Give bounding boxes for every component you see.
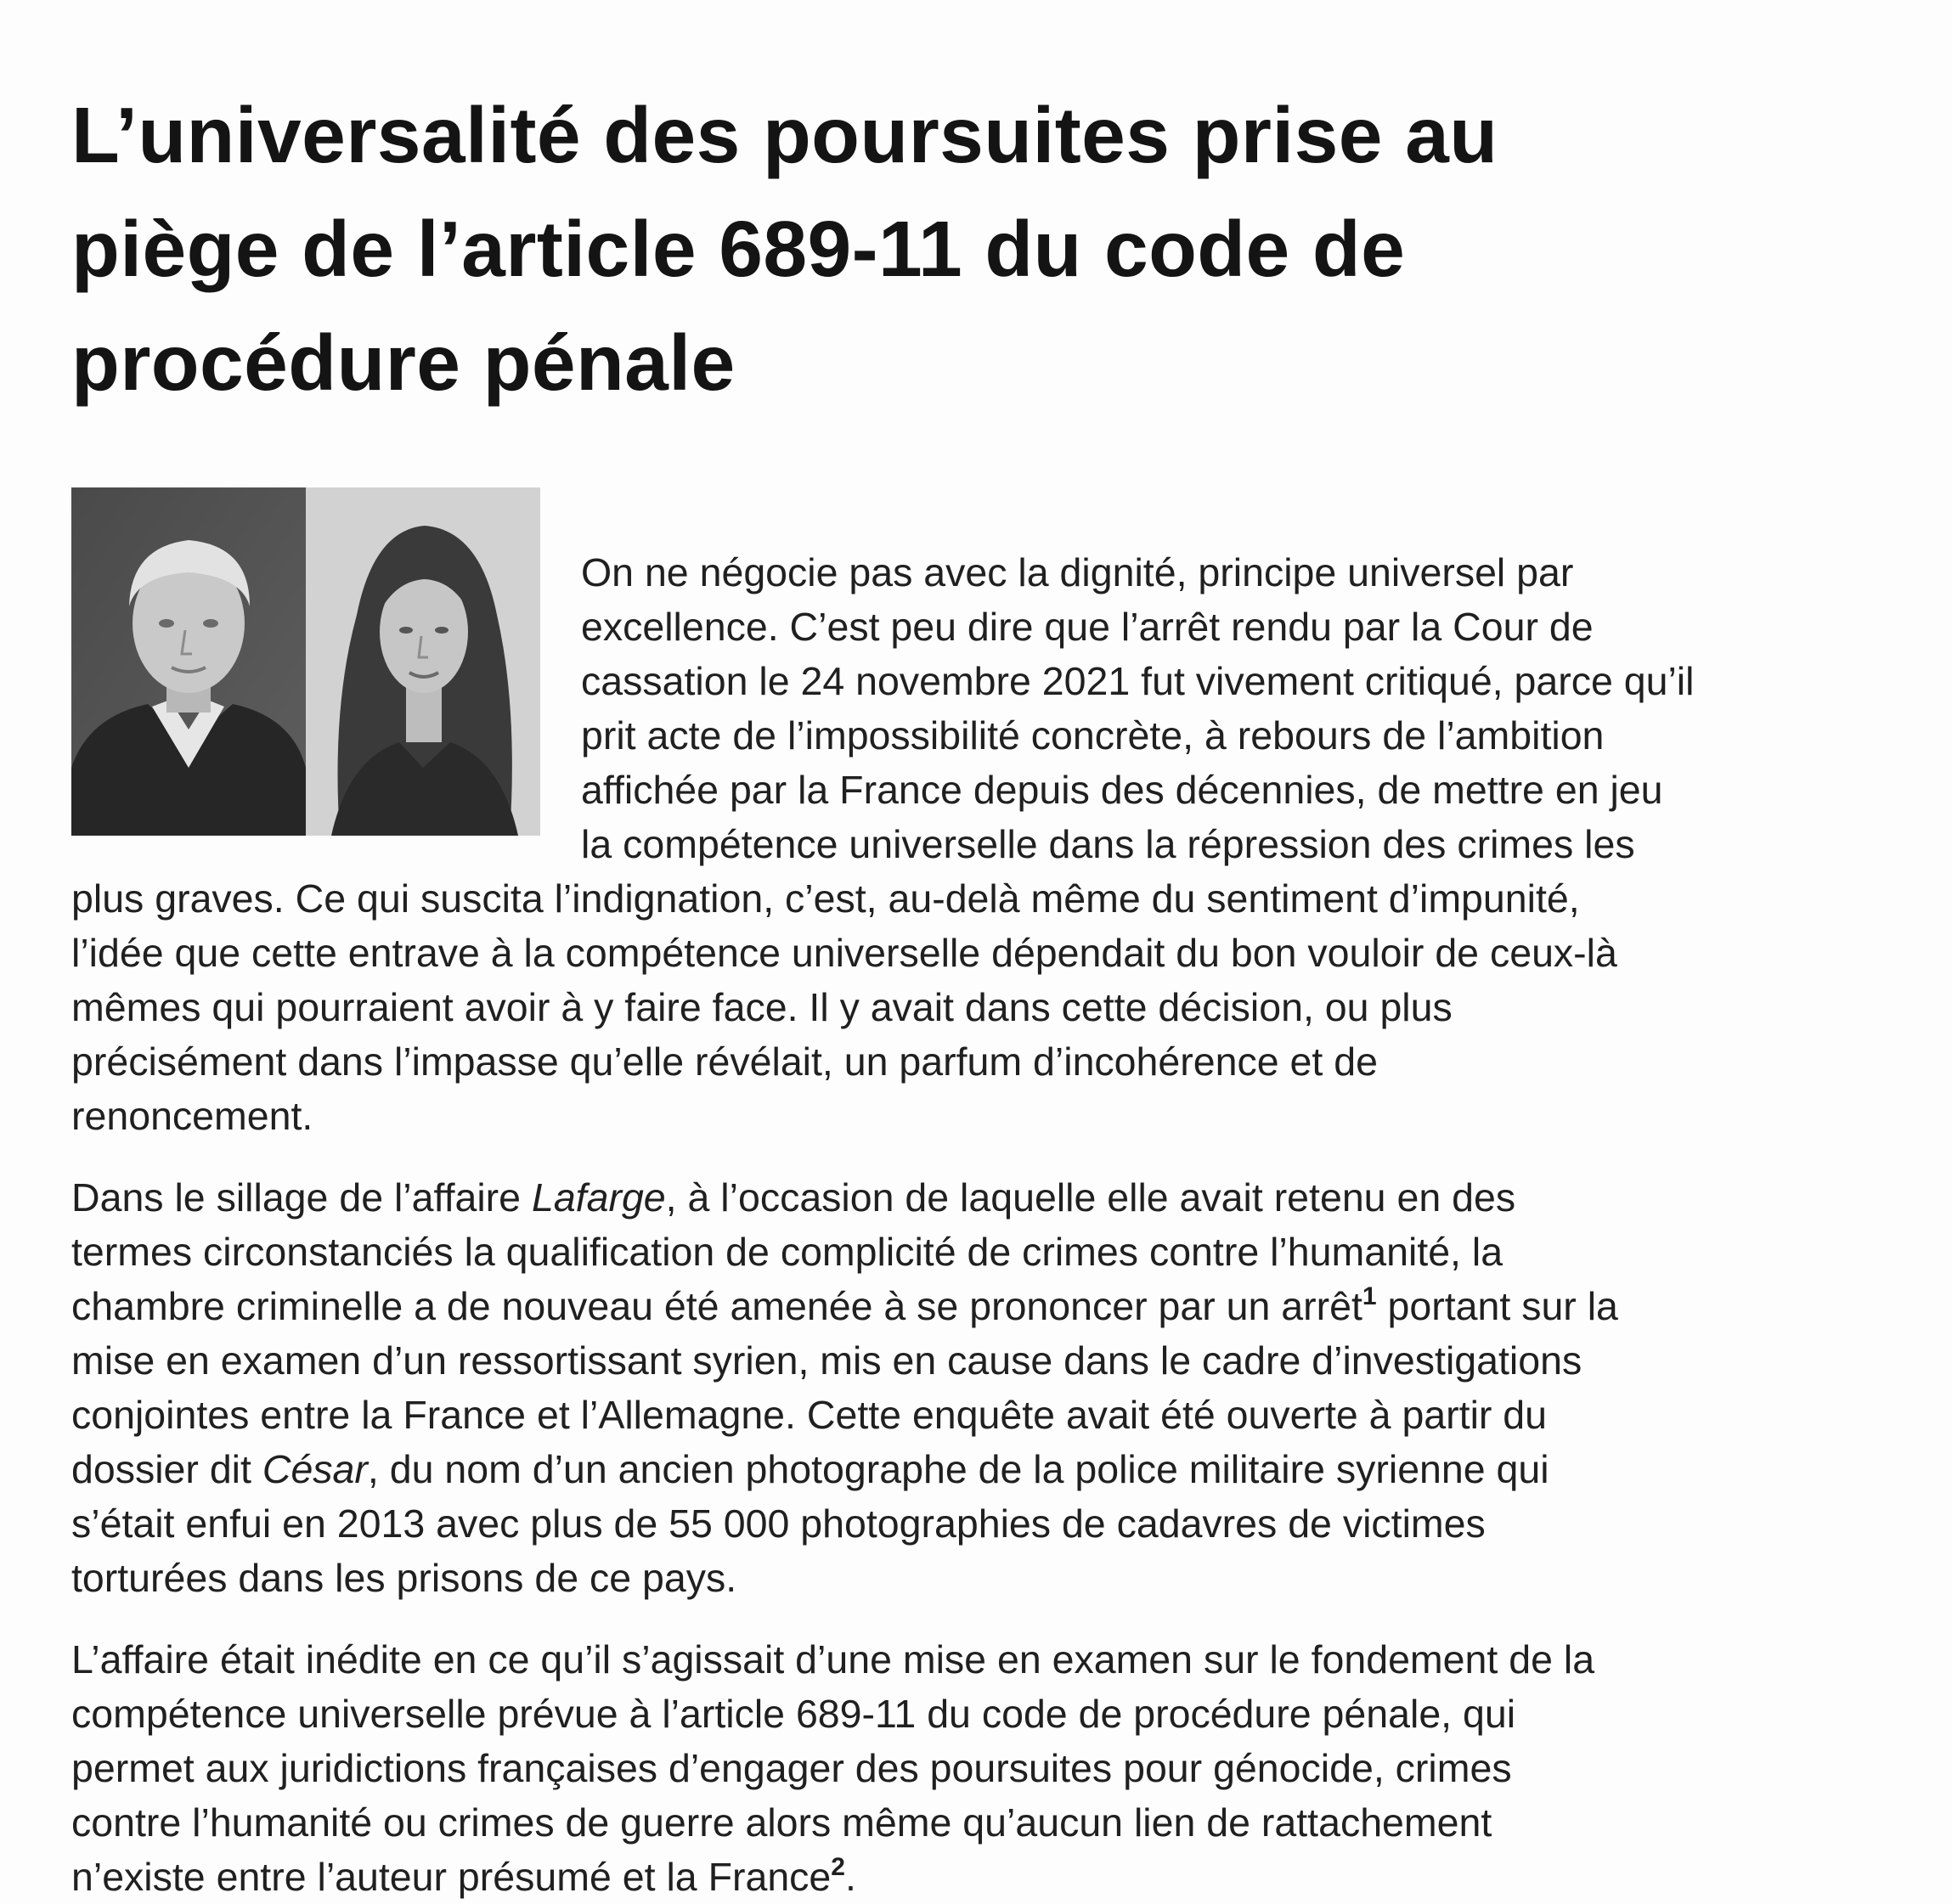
p2-line-1-text-end: , à l’occasion de laquelle elle avait retenu en des xyxy=(665,1175,1516,1220)
title-line-1: L’universalité des poursuites prise au xyxy=(71,91,1498,179)
title-line-2: piège de l’article 689-11 du code de xyxy=(71,205,1406,293)
p2-line-3-text-end: portant sur la xyxy=(1376,1284,1618,1328)
article-body xyxy=(71,487,1915,1904)
authors-photo xyxy=(71,487,540,836)
p1-line-3: cassation le 24 novembre 2021 fut vivement critiqué, parce qu’il xyxy=(581,659,1695,703)
p2-line-8: torturées dans les prisons de ce pays. xyxy=(71,1556,737,1600)
p1-line-7: plus graves. Ce qui suscita l’indignation, c’est, au-delà même du sentiment d’impunité, xyxy=(71,876,1580,921)
p1-line-9: mêmes qui pourraient avoir à y faire face. Il y avait dans cette décision, ou plus xyxy=(71,985,1453,1029)
paragraph-3 xyxy=(71,1632,1915,1904)
p1-line-11: renoncement. xyxy=(71,1094,313,1138)
footnote-ref-2[interactable]: 2 xyxy=(831,1853,845,1881)
p2-line-6-text-end: , du nom d’un ancien photographe de la police militaire syrienne qui xyxy=(367,1447,1549,1491)
p1-line-1: On ne négocie pas avec la dignité, principe universel par xyxy=(581,550,1574,594)
p3-line-5-text-end: . xyxy=(844,1855,856,1899)
footnote-ref-1[interactable]: 1 xyxy=(1362,1282,1377,1310)
p1-line-4: prit acte de l’impossibilité concrète, à rebours de l’ambition xyxy=(581,713,1605,758)
case-name-lafarge: Lafarge xyxy=(531,1175,666,1220)
portrait-man-icon xyxy=(71,487,306,836)
p2-line-1 xyxy=(71,1170,1915,1225)
paragraph-2 xyxy=(71,1170,1915,1605)
p1-line-6: la compétence universelle dans la répression des crimes les xyxy=(581,822,1635,866)
p1-line-8: l’idée que cette entrave à la compétence universelle dépendait du bon vouloir de ceux-là xyxy=(71,931,1617,975)
p2-line-5: conjointes entre la France et l’Allemagne. Cette enquête avait été ouverte à partir du xyxy=(71,1393,1548,1437)
title-line-3: procédure pénale xyxy=(71,318,736,407)
p3-line-5 xyxy=(71,1850,1915,1904)
p3-line-1: L’affaire était inédite en ce qu’il s’agissait d’une mise en examen sur le fondement de la xyxy=(71,1637,1595,1681)
p2-line-7: s’était enfui en 2013 avec plus de 55 000 photographies de cadavres de victimes xyxy=(71,1501,1486,1546)
p3-line-5-text: n’existe entre l’auteur présumé et la France xyxy=(71,1855,832,1899)
p1-line-10: précisément dans l’impasse qu’elle révélait, un parfum d’incohérence et de xyxy=(71,1039,1378,1084)
p3-line-4: contre l’humanité ou crimes de guerre alors même qu’aucun lien de rattachement xyxy=(71,1800,1492,1845)
p2-line-6-text: dossier dit xyxy=(71,1447,262,1491)
p2-line-3 xyxy=(71,1279,1915,1333)
p2-line-4: mise en examen d’un ressortissant syrien, mis en cause dans le cadre d’investigations xyxy=(71,1338,1582,1383)
p1-line-2: excellence. C’est peu dire que l’arrêt rendu par la Cour de xyxy=(581,605,1594,649)
p3-line-2: compétence universelle prévue à l’article 689-11 du code de procédure pénale, qui xyxy=(71,1692,1516,1736)
article-title xyxy=(71,78,1855,420)
portrait-woman-icon xyxy=(306,487,540,836)
p2-line-3-text: chambre criminelle a de nouveau été amenée à se prononcer par un arrêt xyxy=(71,1284,1362,1328)
case-name-cesar: César xyxy=(262,1447,368,1491)
p2-line-2: termes circonstanciés la qualification de complicité de crimes contre l’humanité, la xyxy=(71,1230,1503,1274)
p3-line-3: permet aux juridictions françaises d’engager des poursuites pour génocide, crimes xyxy=(71,1746,1512,1790)
p1-line-5: affichée par la France depuis des décennies, de mettre en jeu xyxy=(581,768,1663,812)
p2-line-6 xyxy=(71,1442,1915,1496)
p2-line-1-text: Dans le sillage de l’affaire xyxy=(71,1175,532,1220)
